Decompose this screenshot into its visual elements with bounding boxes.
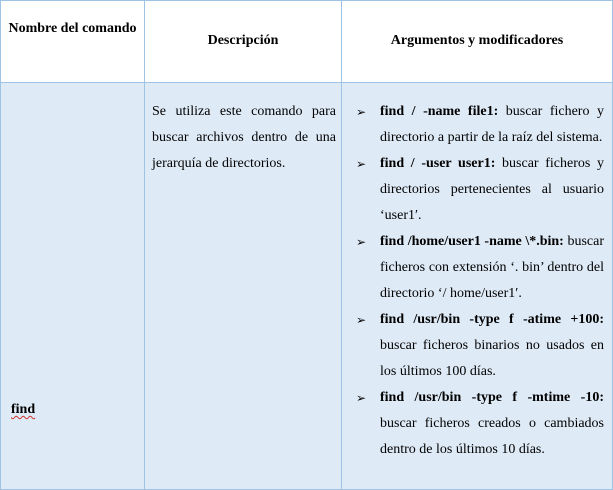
- header-description-label: Descripción: [207, 33, 279, 48]
- list-item: [356, 229, 604, 307]
- arrowhead-bullet-icon: ➢: [356, 157, 367, 171]
- command-name: find: [11, 402, 36, 417]
- arrowhead-bullet-icon: ➢: [356, 313, 367, 327]
- argument-code: find /home/user1 -name \*.bin:: [380, 234, 564, 249]
- list-item: [356, 151, 604, 229]
- header-description: [145, 0, 342, 83]
- header-command-name: [0, 0, 145, 83]
- argument-code: find /usr/bin -type f -atime +100:: [380, 312, 604, 327]
- argument-text: buscar fichero y directorio a partir de la raíz del sistema.: [380, 104, 604, 145]
- list-item: [356, 307, 604, 385]
- argument-code: find / -name file1:: [380, 104, 499, 119]
- command-description: Se utiliza este comando para buscar archivos dentro de una jerarquía de directorios.: [152, 104, 336, 171]
- list-item: [356, 99, 604, 151]
- arrowhead-bullet-icon: ➢: [356, 105, 367, 119]
- arguments-cell: [342, 83, 613, 490]
- argument-code: find / -user user1:: [380, 156, 496, 171]
- command-cell: [0, 83, 145, 490]
- argument-text: buscar ficheros y directorios pertenecientes al usuario ‘user1′.: [380, 156, 604, 223]
- arrowhead-bullet-icon: ➢: [356, 391, 367, 405]
- argument-text: buscar ficheros binarios no usados en los últimos 100 días.: [380, 338, 604, 379]
- arguments-list: [356, 99, 604, 463]
- argument-text: buscar ficheros creados o cambiados dentro de los últimos 10 días.: [380, 416, 604, 457]
- description-cell: [145, 83, 342, 490]
- header-arguments-label: Argumentos y modificadores: [390, 33, 564, 48]
- argument-code: find /usr/bin -type f -mtime -10:: [380, 390, 604, 405]
- argument-text: buscar ficheros con extensión ‘. bin’ dentro del directorio ‘/ home/user1′.: [380, 234, 604, 301]
- header-command-name-label: Nombre del comando: [8, 21, 137, 36]
- header-arguments: [342, 0, 613, 83]
- list-item: [356, 385, 604, 463]
- arrowhead-bullet-icon: ➢: [356, 235, 367, 249]
